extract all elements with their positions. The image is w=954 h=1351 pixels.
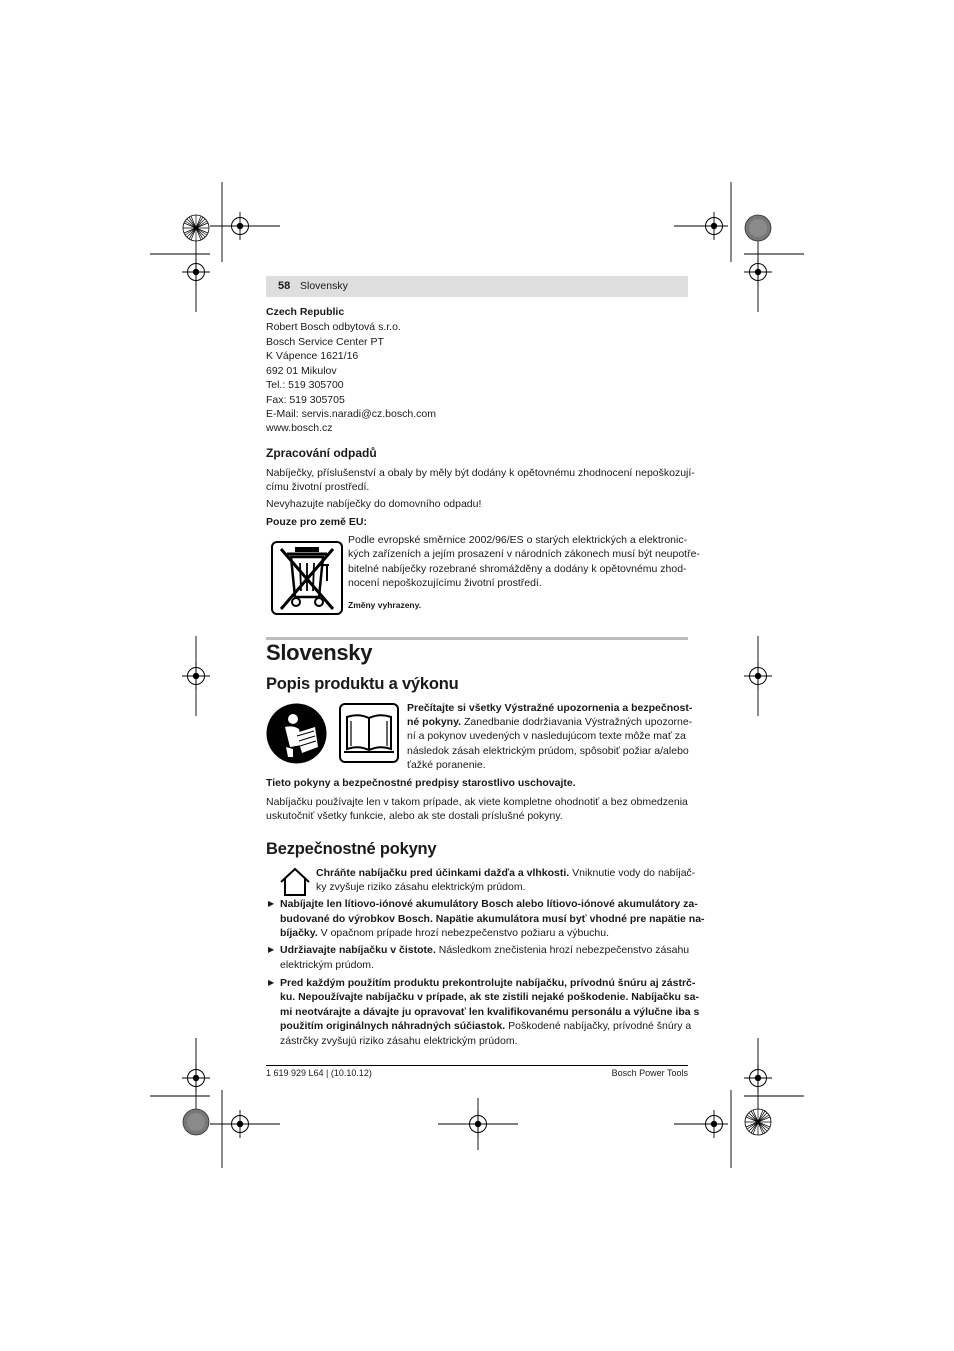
address-line: www.bosch.cz [266,422,333,434]
weee-bin-icon [271,541,343,615]
address-line: Tel.: 519 305700 [266,379,344,391]
read-manual-icon [266,703,327,764]
address-line: 692 01 Mikulov [266,365,337,377]
rain-warning: Chráňte nabíjačku pred účinkami dažďa a vlhkosti. Vniknutie vody do nabíjač- [316,867,696,879]
eu-label: Pouze pro země EU: [266,516,367,528]
page-number: 58 [278,280,291,292]
use-paragraph: Nabíjačku používajte len v takom prípade, ak viete kompletne ohodnotiť a bez obmedzenia [266,796,688,808]
eu-text: nocení nepoškozujícímu životní prostředí. [348,577,542,589]
czech-heading: Czech Republic [266,306,345,318]
book-icon [339,703,399,763]
keep-instructions: Tieto pokyny a bezpečnostné predpisy starostlivo uschovajte. [266,777,576,789]
bullet-text: elektrickým prúdom. [280,959,374,971]
address-line: Robert Bosch odbytová s.r.o. [266,321,401,333]
address-line: Fax: 519 305705 [266,394,345,406]
changes-reserved: Změny vyhrazeny. [348,600,422,610]
house-icon [279,867,311,897]
bullet-text: Nabíjajte len lítiovo-iónové akumulátory Bosch alebo lítiovo-iónové akumulátory za- [280,898,698,910]
bullet-triangle-icon: ▶ [268,978,275,987]
footer-right: Bosch Power Tools [611,1068,688,1078]
section-title: Slovensky [266,640,373,665]
address-line: Bosch Service Center PT [266,336,384,348]
bullet-text: budované do výrobkov Bosch. Napätie akumulátora musí byť vhodné pre napätie na- [280,913,705,925]
bullet-text: použitím originálnych náhradných súčiastok. Poškodené nabíjačky, prívodné šnúry a [280,1020,692,1032]
safety-heading: Bezpečnostné pokyny [266,840,437,858]
read-warning-line: ťažké poranenie. [407,759,486,771]
waste-heading: Zpracování odpadů [266,446,377,460]
read-warning-line: né pokyny. Zanedbanie dodržiavania Výstražných upozorne- [407,716,693,728]
waste-paragraph: Nevyhazujte nabíječky do domovního odpadu! [266,498,482,510]
read-warning-line: ní a pokynov uvedených v nasledujúcom texte môže mať za [407,730,686,742]
eu-text: kých zařízeních a jejím prosazení v národních zákonech musí být neupotře- [348,548,700,560]
bullet-text: mi neotvárajte a dávajte ju opravovať len kvalifikovanému personálu a výlučne iba s [280,1006,700,1018]
use-paragraph: uskutočniť všetky funkcie, alebo ak ste dostali príslušné pokyny. [266,810,563,822]
address-line: K Vápence 1621/16 [266,350,359,362]
waste-paragraph: címu životní prostředí. [266,481,370,493]
read-warning-line: následok zásah elektrickým prúdom, spôsobiť požiar a/alebo [407,745,689,757]
page-header [266,276,688,297]
bullet-triangle-icon: ▶ [268,945,275,954]
bullet-text: zástrčky zvyšujú riziko zásahu elektrickým prúdom. [280,1035,518,1047]
eu-text: Podle evropské směrnice 2002/96/ES o starých elektrických a elektronic- [348,534,688,546]
bullet-text: bíjačky. V opačnom prípade hrozí nebezpečenstvo požiaru a výbuchu. [280,927,610,939]
read-warning-bold: Prečítajte si všetky Výstražné upozornenia a bezpečnost- [407,702,693,714]
waste-paragraph: Nabíječky, příslušenství a obaly by měly být dodány k opětovnému zhodnocení nepoškozují- [266,467,695,479]
bullet-text: Udržiavajte nabíjačku v čistote. Následkom znečistenia hrozí nebezpečenstvo zásahu [280,944,690,956]
bullet-text: Pred každým použitím produktu prekontrolujte nabíjačku, prívodnú šnúru aj zástrč- [280,977,696,989]
bullet-triangle-icon: ▶ [268,899,275,908]
bullet-text: ku. Nepoužívajte nabíjačku v prípade, ak ste zistili nejaké poškodenie. Nabíjačku sa- [280,991,699,1003]
header-language: Slovensky [300,280,348,292]
eu-text: bitelné nabíječky rozebrané shromážděny a dodány k opětovnému zhod- [348,563,687,575]
footer-left: 1 619 929 L64 | (10.10.12) [266,1068,372,1078]
footer-rule [266,1065,688,1066]
product-heading: Popis produktu a výkonu [266,675,459,693]
rain-warning: ky zvyšuje riziko zásahu elektrickým prúdom. [316,881,526,893]
address-line: E-Mail: servis.naradi@cz.bosch.com [266,408,436,420]
